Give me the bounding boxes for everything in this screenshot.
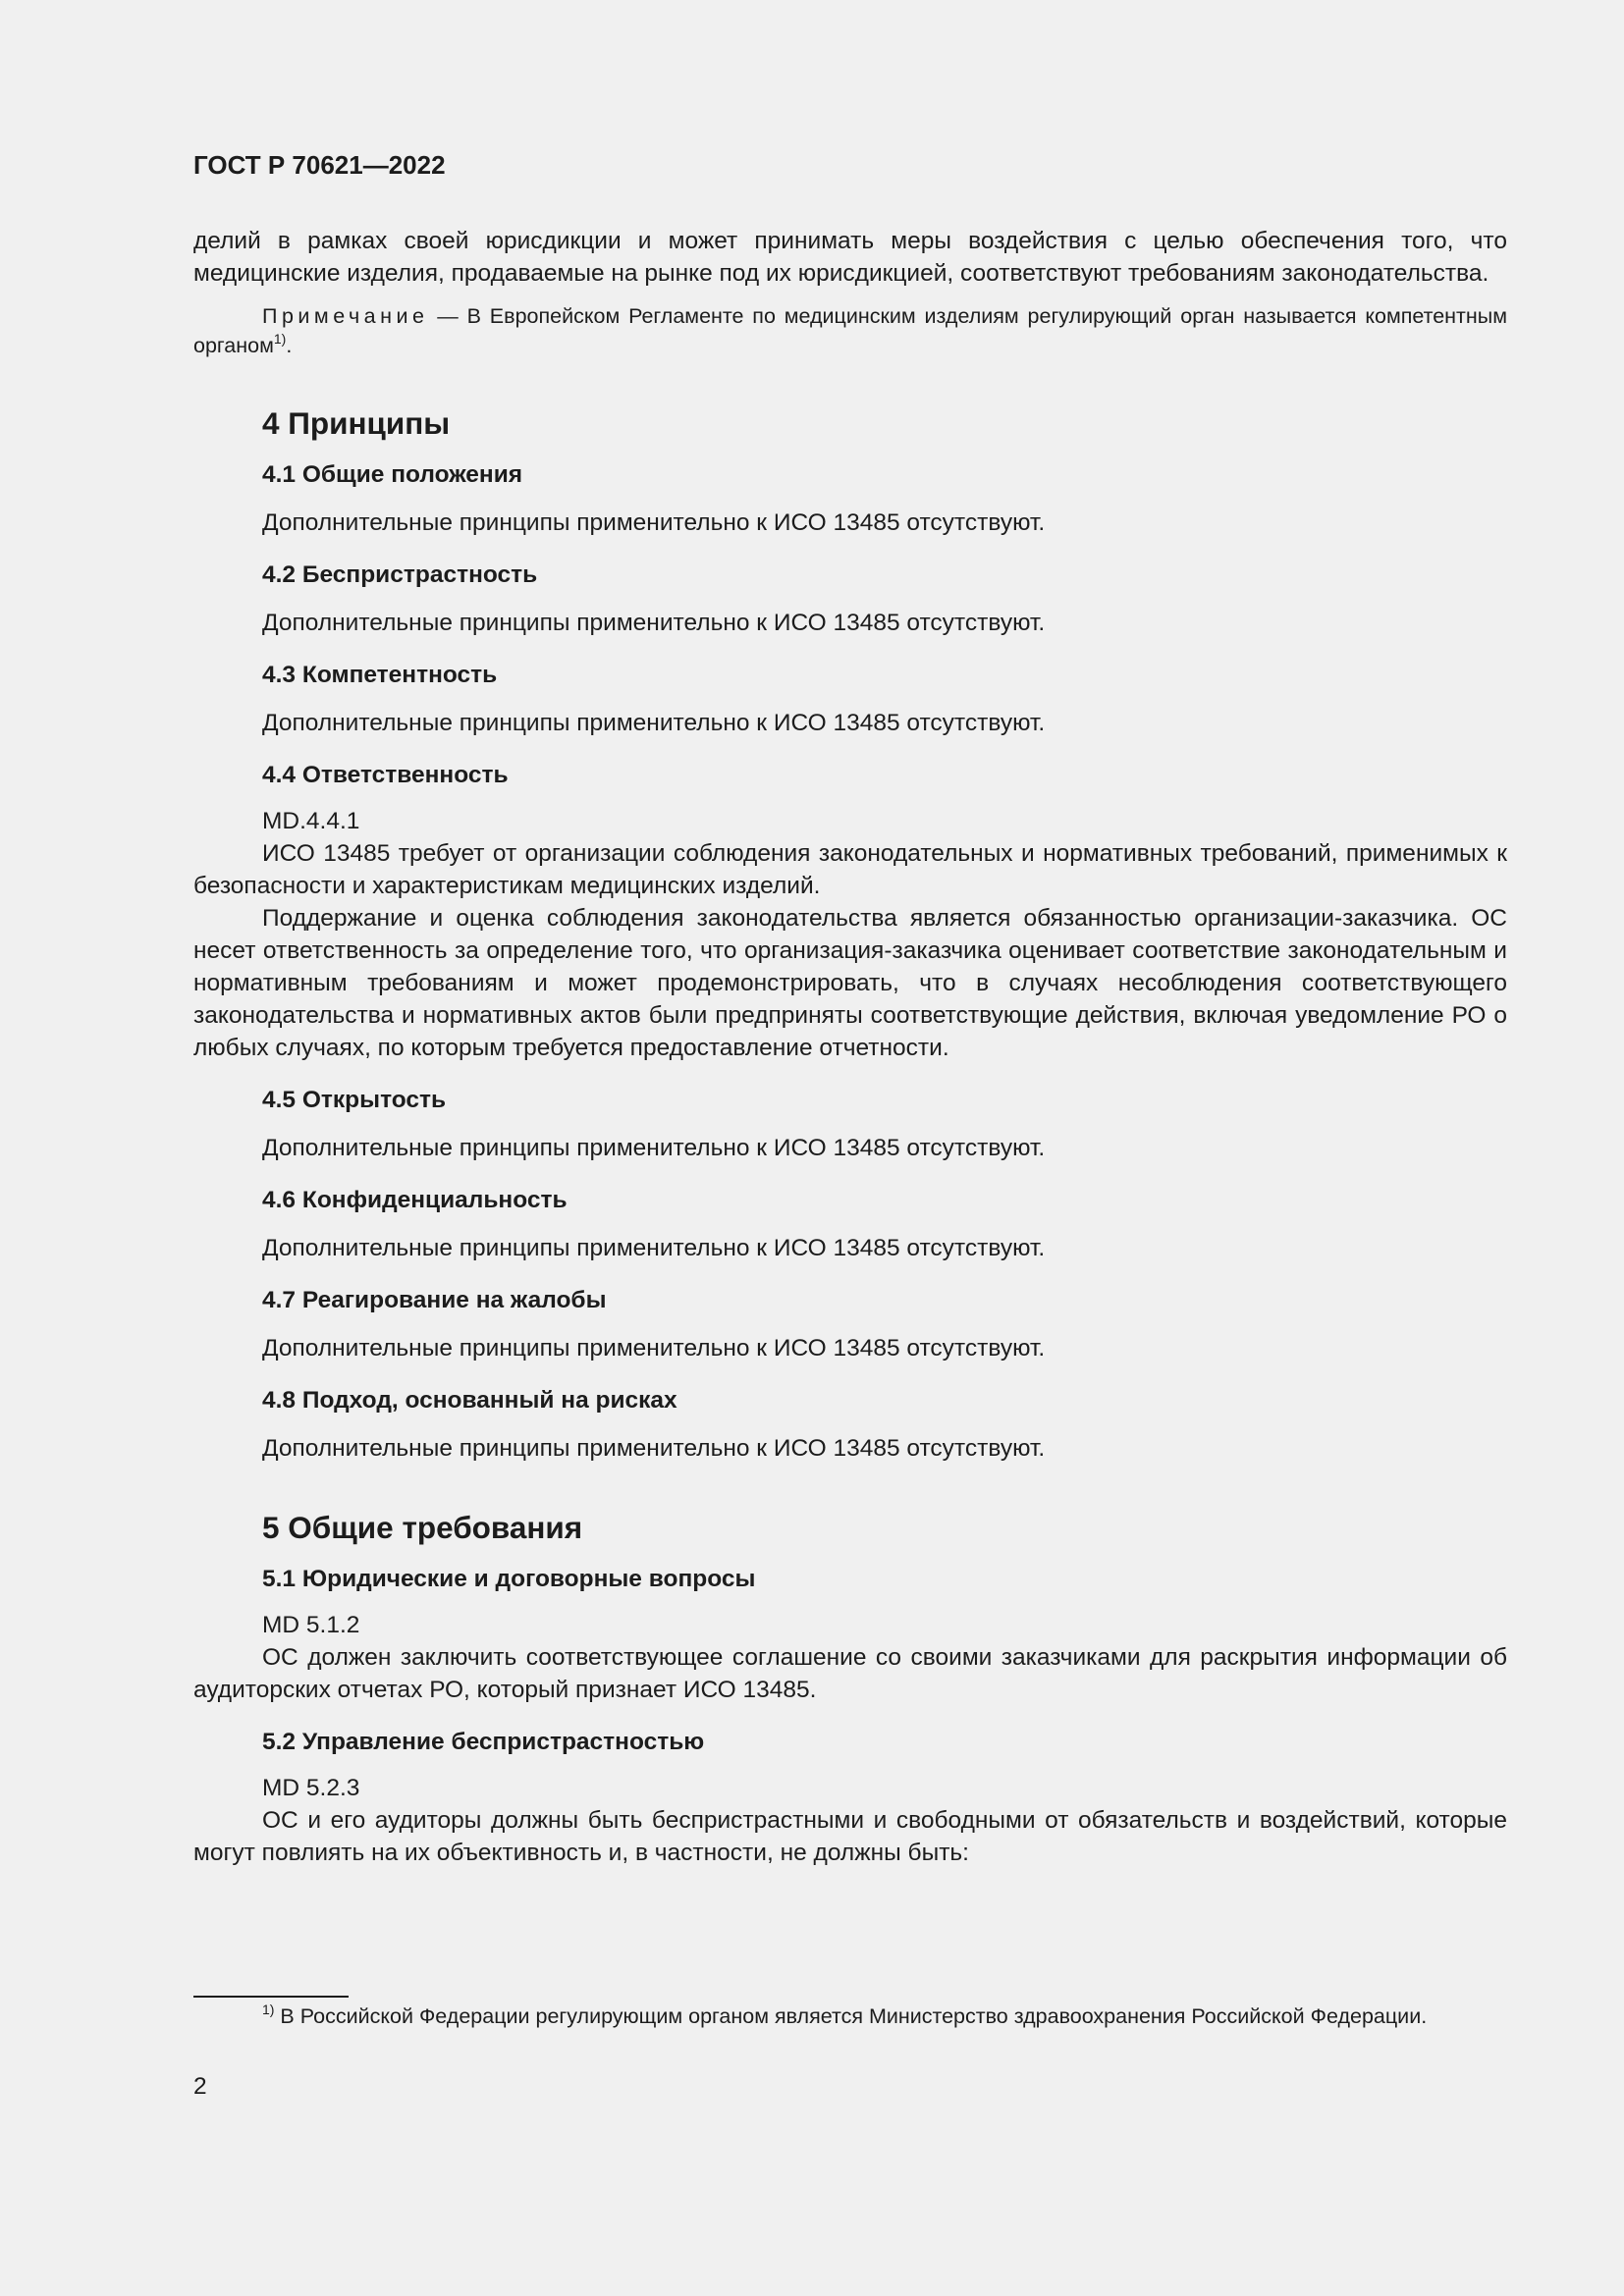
section-4-5-heading: 4.5 Открытость bbox=[262, 1087, 447, 1113]
section-4-4-heading: 4.4 Ответственность bbox=[262, 762, 509, 788]
page-content bbox=[193, 137, 1507, 1869]
footnote bbox=[193, 2002, 1507, 2031]
footnote-marker: 1) bbox=[262, 2002, 275, 2017]
page-number: 2 bbox=[193, 2073, 207, 2100]
section-4-3-heading: 4.3 Компетентность bbox=[262, 662, 498, 688]
section-5-1-paragraph: ОС должен заключить соответствующее соглашение со своими заказчиками для раскрытия информации об аудиторских отчетах РО, который признает ИСО 13485. bbox=[193, 1644, 1507, 1703]
section-5-2-heading: 5.2 Управление беспристрастностью bbox=[262, 1729, 705, 1755]
section-4-8-text: Дополнительные принципы применительно к ИСО 13485 отсутствуют. bbox=[262, 1435, 1046, 1462]
section-5-2-md-label: MD 5.2.3 bbox=[262, 1775, 360, 1801]
section-4-3-text: Дополнительные принципы применительно к ИСО 13485 отсутствуют. bbox=[262, 710, 1046, 736]
note-paragraph bbox=[193, 301, 1507, 360]
section-5-heading: 5 Общие требования bbox=[262, 1510, 583, 1545]
section-5-2-paragraph: ОС и его аудиторы должны быть беспристрастными и свободными от обязательств и воздействий, которые могут повлиять на их объективность и, в частности, не должны быть: bbox=[193, 1807, 1507, 1866]
note-end: . bbox=[286, 334, 293, 357]
section-4-7-heading: 4.7 Реагирование на жалобы bbox=[262, 1287, 607, 1313]
section-4-1-text: Дополнительные принципы применительно к ИСО 13485 отсутствуют. bbox=[262, 509, 1046, 536]
note-text: — В Европейском Регламенте по медицинским изделиям регулирующий орган называется компетентным органом bbox=[193, 304, 1507, 357]
section-4-6-heading: 4.6 Конфиденциальность bbox=[262, 1187, 568, 1213]
section-4-8-heading: 4.8 Подход, основанный на рисках bbox=[262, 1387, 677, 1414]
note-label: Примечание bbox=[262, 304, 429, 328]
section-4-4-md-label: MD.4.4.1 bbox=[262, 808, 360, 834]
intro-paragraph: делий в рамках своей юрисдикции и может принимать меры воздействия с целью обеспечения того, что медицинские изделия, продаваемые на рынке под их юрисдикцией, соответствуют требованиям законодательства. bbox=[193, 228, 1507, 287]
section-4-4-paragraph-2: Поддержание и оценка соблюдения законодательства является обязанностью организации-заказчика. ОС несет ответственность за определение того, что организация-заказчика оценивает соответствие законодательным и нормативным требованиям и может продемонстрировать, что в случаях несоблюдения соответствующего законодательства и нормативных актов были предприняты соответствующие действия, включая уведомление РО о любых случаях, по которым требуется предоставление отчетности. bbox=[193, 905, 1507, 1061]
footnote-divider bbox=[193, 1996, 349, 1998]
footnote-reference[interactable]: 1) bbox=[273, 331, 287, 347]
section-4-2-heading: 4.2 Беспристрастность bbox=[262, 561, 538, 588]
footnote-text: В Российской Федерации регулирующим органом является Министерство здравоохранения Российской Федерации. bbox=[274, 2004, 1428, 2028]
document-code: ГОСТ Р 70621—2022 bbox=[193, 150, 446, 180]
section-4-6-text: Дополнительные принципы применительно к ИСО 13485 отсутствуют. bbox=[262, 1235, 1046, 1261]
section-5-1-heading: 5.1 Юридические и договорные вопросы bbox=[262, 1566, 756, 1592]
section-5-1-md-label: MD 5.1.2 bbox=[262, 1612, 360, 1638]
section-4-4-paragraph-1: ИСО 13485 требует от организации соблюдения законодательных и нормативных требований, применимых к безопасности и характеристикам медицинских изделий. bbox=[193, 840, 1507, 899]
section-4-7-text: Дополнительные принципы применительно к ИСО 13485 отсутствуют. bbox=[262, 1335, 1046, 1362]
section-4-2-text: Дополнительные принципы применительно к ИСО 13485 отсутствуют. bbox=[262, 610, 1046, 636]
section-4-1-heading: 4.1 Общие положения bbox=[262, 461, 523, 488]
section-4-5-text: Дополнительные принципы применительно к ИСО 13485 отсутствуют. bbox=[262, 1135, 1046, 1161]
section-4-heading: 4 Принципы bbox=[262, 405, 451, 441]
